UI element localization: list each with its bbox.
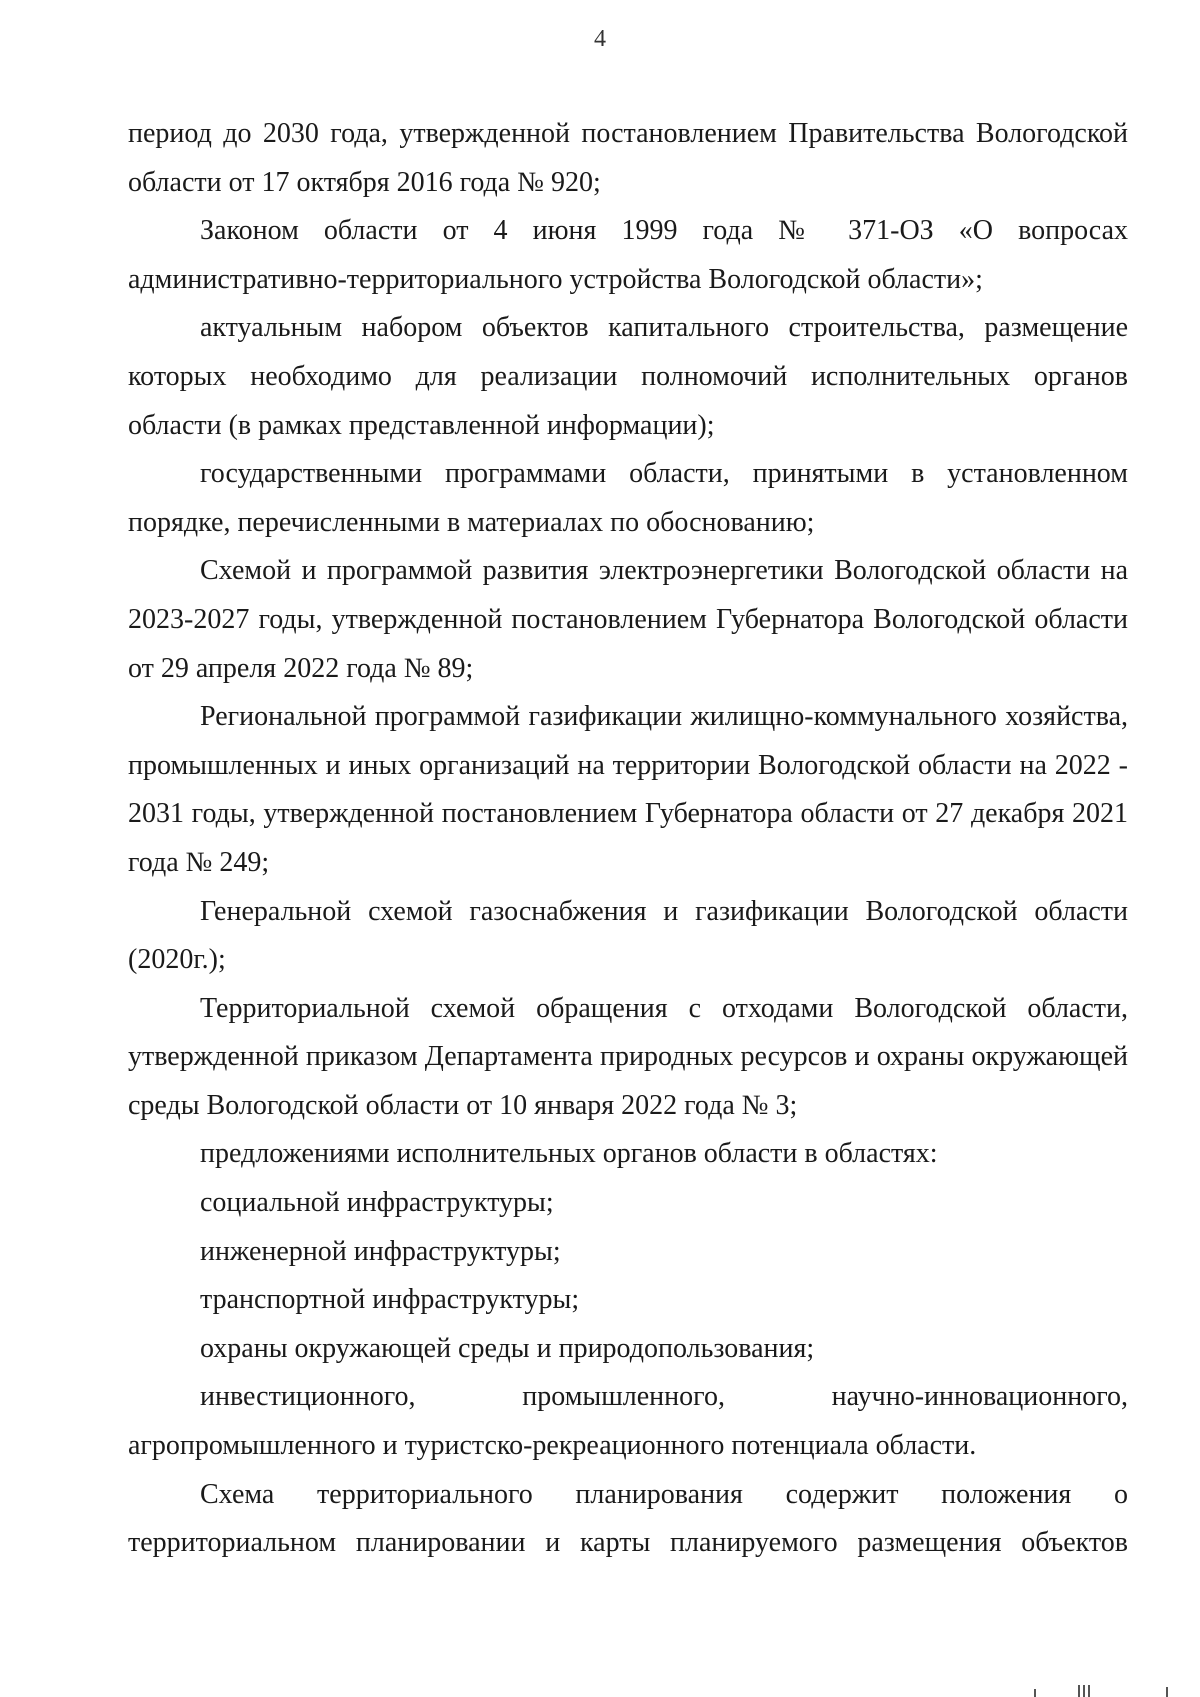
- document-body: [128, 110, 1128, 1568]
- paragraph-9: предложениями исполнительных органов области в областях:: [200, 1138, 938, 1170]
- paragraph-7: Генеральной схемой газоснабжения и газификации Вологодской области (2020г.);: [128, 895, 1128, 976]
- paragraph-13: охраны окружающей среды и природопользования;: [200, 1332, 815, 1364]
- page-number: 4: [594, 26, 606, 52]
- paragraph-2: Законом области от 4 июня 1999 года № 371-ОЗ «О вопросах административно-территориального устройства Вологодской области»;: [128, 215, 1128, 295]
- paragraph-5: Схемой и программой развития электроэнергетики Вологодской области на 2023-2027 годы, утвержденной постановлением Губернатора Вологодской области от 29 апреля 2022 года № 89;: [128, 555, 1128, 684]
- paragraph-11: инженерной инфраструктуры;: [200, 1235, 561, 1267]
- paragraph-8: Территориальной схемой обращения с отходами Вологодской области, утвержденной приказом Департамента природных ресурсов и охраны окружающей среды Вологодской области от 10 января 2022 года № 3;: [128, 992, 1128, 1121]
- paragraph-14: инвестиционного, промышленного, научно-инновационного, агропромышленного и туристско-рекреационного потенциала области.: [128, 1381, 1128, 1462]
- paragraph-15: Схема территориального планирования содержит положения о территориальном планировании и карты планируемого размещения объектов: [128, 1478, 1128, 1559]
- paragraph-4: государственными программами области, принятыми в установленном порядке, перечисленными в материалах по обоснованию;: [128, 458, 1128, 538]
- paragraph-1: период до 2030 года, утвержденной постановлением Правительства Вологодской области от 17 октября 2016 года № 920;: [128, 118, 1128, 198]
- paragraph-12: транспортной инфраструктуры;: [200, 1284, 580, 1316]
- paragraph-3: актуальным набором объектов капитального строительства, размещение которых необходимо для реализации полномочий исполнительных органов области (в рамках представленной информации);: [128, 312, 1128, 441]
- paragraph-6: Региональной программой газификации жилищно-коммунального хозяйства, промышленных и иных организаций на территории Вологодской области на 2022 - 2031 годы, утвержденной постановлением Губернатора области от 27 декабря 2021 года № 249;: [128, 701, 1128, 878]
- scan-artifact-marks: [1026, 1683, 1176, 1697]
- paragraph-10: социальной инфраструктуры;: [200, 1187, 554, 1219]
